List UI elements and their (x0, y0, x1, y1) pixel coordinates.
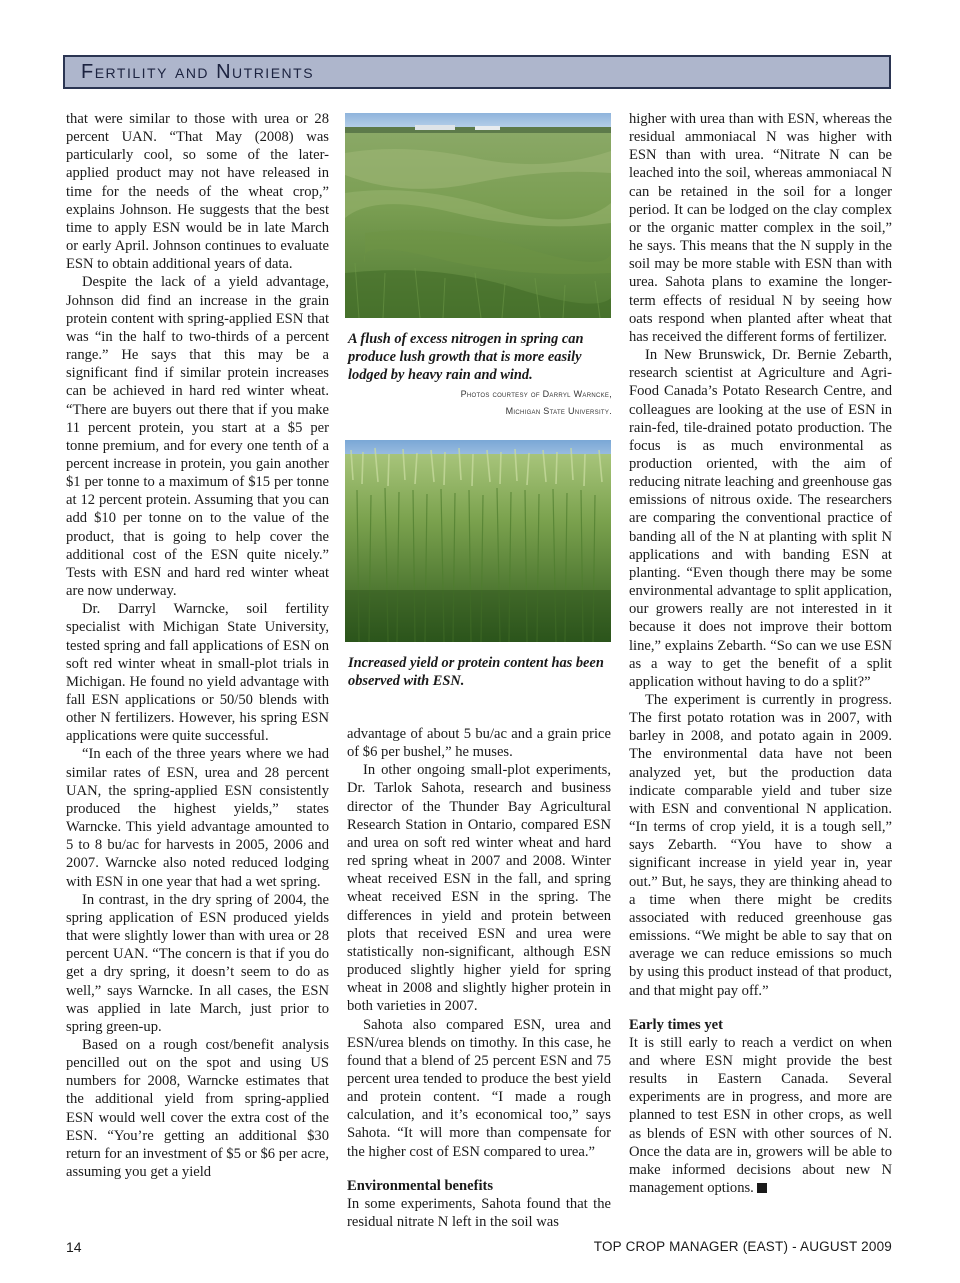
paragraph: higher with urea than with ESN, whereas the residual ammoniacal N was higher with ESN than with urea. “Nitrate N can be leached into the soil, whereas ammoniacal N can be retained in the soil for a longer period. It can be lodged on the clay complex or the organic matter complex in the soil,” he says. This means that the N supply in the soil may be more stable with ESN than with urea. Sahota plans to examine the longer-term effects of residual N by seeing how oats respond when planted after wheat that has received the different forms of fertilizer. (629, 111, 892, 345)
photo-caption: A flush of excess nitrogen in spring can produce lush growth that is more easily lodged by heavy rain and wind. (348, 331, 584, 383)
subheading: Early times yet (629, 1016, 724, 1033)
photo-credit: Photos courtesy of Darryl Warncke, (460, 389, 612, 399)
paragraph: The experiment is currently in progress. The first potato rotation was in 2007, with barley in 2008, and potato again in 2009. The environmental data have not been analyzed yet, but the production data indicate comparable yield and tuber size with ESN and conventional N application. “In terms of crop yield, it is a tough sell,” says Zebarth. “You have to show a significant increase in yield year in, year out.” But, he says, they are thinking ahead to a time when there might be credits associated with reduced greenhouse gas emissions. “We might be able to say that on average we can reduce emissions so much by using this product instead of that product, and that might pay off.” (629, 692, 892, 999)
final-paragraph-text: It is still early to reach a verdict on when and where ESN might provide the best results in Eastern Canada. Several experiments are in progress, and more are planned to test ESN in other crops, as well as blends of ESN with other sources of N. Once the data are in, growers will be able to make informed decisions about new N management options. (629, 1034, 892, 1197)
article-column-2 (347, 725, 611, 1231)
photo-caption: Increased yield or protein content has been observed with ESN. (348, 655, 604, 689)
upright-wheat-photo (345, 440, 611, 642)
paragraph: “In each of the three years where we had similar rates of ESN, urea and 28 percent UAN, the spring-applied ESN consistently produced the highest yields,” states Warncke. This yield advantage amounted to 5 to 8 bu/ac for harvests in 2005, 2006 and 2007. Warncke also noted reduced lodging with ESN in one year that had a wet spring. (66, 746, 329, 890)
subheading: Environmental benefits (347, 1177, 494, 1194)
paragraph: In contrast, in the dry spring of 2004, the spring application of ESN produced yields that were slightly lower than with urea or 28 percent UAN. “The concern is that if you do get a dry spring, it doesn’t seem to do as well,” says Warncke. In all cases, the ESN was applied in late March, just prior to spring green-up. (66, 891, 329, 1035)
paragraph: advantage of about 5 bu/ac and a grain price of $6 per bushel,” he muses. (347, 726, 611, 761)
paragraph: Sahota also compared ESN, urea and ESN/urea blends on timothy. In this case, he found that a blend of 25 percent ESN and 75 percent urea tended to produce the best yield and protein content. “I made a rough calculation, and it’s economical too,” says Sahota. “It will more than compensate for the higher cost of ESN compared to urea.” (347, 1016, 611, 1160)
lodged-wheat-photo (345, 113, 611, 318)
end-mark-icon (757, 1183, 767, 1193)
page-number: 14 (66, 1239, 82, 1255)
paragraph: In some experiments, Sahota found that the residual nitrate N left in the soil was (347, 1195, 611, 1231)
paragraph (629, 1034, 892, 1197)
magazine-footer: TOP CROP MANAGER (EAST) - AUGUST 2009 (593, 1239, 892, 1254)
article-column-1 (66, 110, 329, 1181)
paragraph: that were similar to those with urea or 28 percent UAN. “That May (2008) was particularly cool, so some of the later-applied product may not have released in time for the needs of the wheat crop,” explains Johnson. He suggests that the best time to apply ESN would be in late March or early April. Johnson continues to evaluate ESN to obtain additional years of data. (66, 111, 329, 273)
paragraph: In other ongoing small-plot experiments, Dr. Tarlok Sahota, research and business director of the Thunder Bay Agricultural Research Station in Ontario, compared ESN and urea on soft red winter wheat and hard red spring wheat in 2007 and 2008. Winter wheat received ESN in the fall, and spring wheat received ESN in the spring. The differences in yield and protein between plots that received ESN and urea were statistically non-significant, although ESN produced slightly higher yield for spring wheat in 2008 and slightly higher protein in both varieties in 2007. (347, 762, 611, 1015)
photo-credit-affiliation: Michigan State University. (505, 406, 612, 416)
paragraph: In New Brunswick, Dr. Bernie Zebarth, research scientist at Agriculture and Agri-Food Canada’s Potato Research Centre, and colleagues are looking at the use of ESN in rain-fed, tile-drained potato production. The focus is as much environmental as production oriented, with the aim of reducing nitrate leaching and greenhouse gas emissions of nitrous oxide. The researchers are comparing the conventional practice of banding all of the N at planting with split N applications and with banding ESN at planting. “Even though there may be some environmental advantage to split application, our growers really are not interested in it because it does not improve their bottom line,” explains Zebarth. “So can we use ESN as a way to get the benefit of a split application without having to do a split?” (629, 347, 893, 690)
section-title: Fertility and Nutrients (81, 61, 315, 83)
paragraph: Dr. Darryl Warncke, soil fertility specialist with Michigan State University, tested spring and fall applications of ESN on soft red winter wheat in small-plot trials in Michigan. He found no yield advantage with fall ESN applications or 50/50 blends with other N fertilizers. However, his spring ESN applications were quite successful. (66, 601, 329, 745)
paragraph: Based on a rough cost/benefit analysis pencilled out on the spot and using US numbers for 2008, Warncke estimates that the additional yield from spring-applied ESN would well cover the extra cost of the ESN. “You’re getting an additional $30 return for an investment of $5 or $6 per acre, assuming you get a yield (66, 1036, 329, 1181)
section-banner (63, 55, 891, 89)
paragraph: Despite the lack of a yield advantage, Johnson did find an increase in the grain protein content with spring-applied ESN that was “in the half to two-thirds of a percent range.” He says that this may be a significant find if similar protein increases can be achieved in hard red winter wheat. “There are buyers out there that if you make 11 percent protein, you start at a $5 per tonne premium, and for every one tenth of a percent increase in protein, you gain another $1 per tonne to a maximum of $15 per tonne at 12 percent protein. Assuming that you can add $10 per tonne on to the value of the product, that is going to help cover the additional cost of the ESN quite nicely.” Tests with ESN and hard red winter wheat are now underway. (66, 274, 329, 600)
article-column-3 (629, 110, 892, 1197)
